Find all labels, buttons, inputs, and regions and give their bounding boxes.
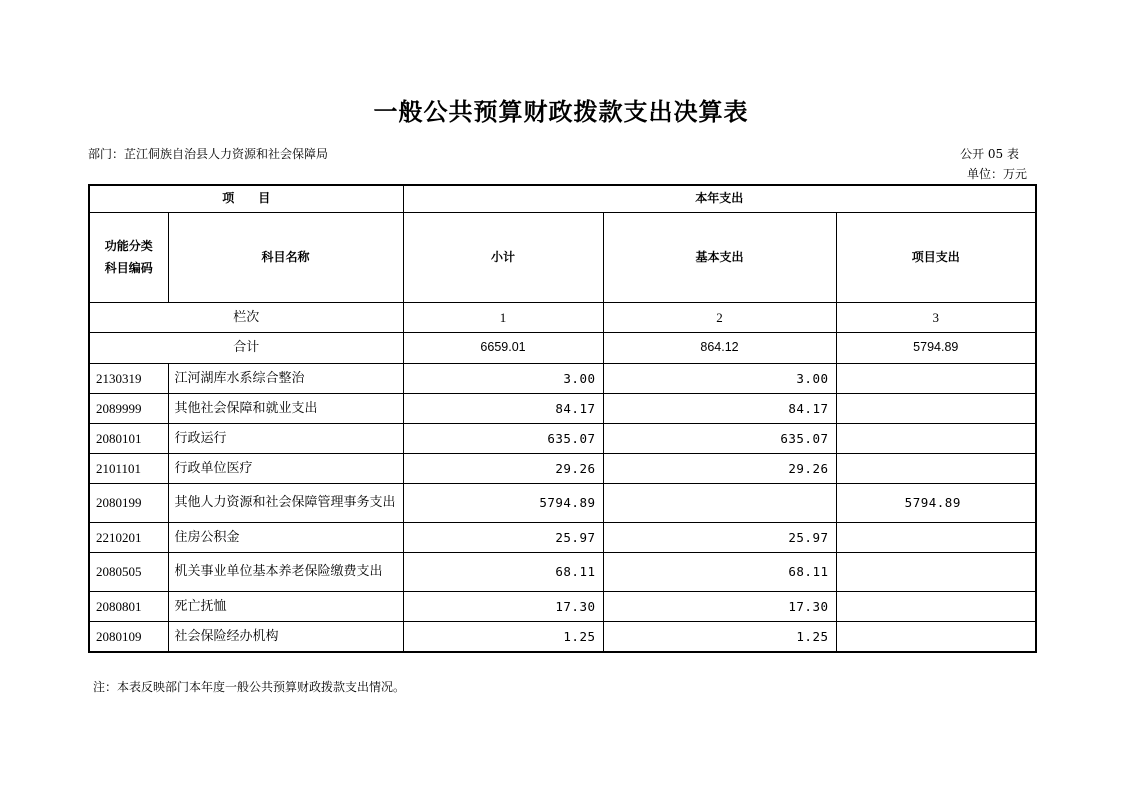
row-subtotal: 68.11 bbox=[403, 552, 603, 591]
row-subject-name: 社会保险经办机构 bbox=[168, 621, 403, 652]
header-basic: 基本支出 bbox=[603, 212, 836, 302]
header-subject-name: 科目名称 bbox=[168, 212, 403, 302]
header-row-columns bbox=[89, 212, 1036, 302]
row-basic: 29.26 bbox=[603, 453, 836, 483]
row-code: 2130319 bbox=[89, 363, 168, 393]
row-subject-name: 其他人力资源和社会保障管理事务支出 bbox=[168, 483, 403, 522]
row-basic: 1.25 bbox=[603, 621, 836, 652]
table-row bbox=[89, 621, 1036, 652]
row-project bbox=[836, 363, 1036, 393]
department-label: 部门：芷江侗族自治县人力资源和社会保障局 bbox=[88, 147, 329, 161]
total-label: 合计 bbox=[89, 332, 403, 363]
row-code: 2080199 bbox=[89, 483, 168, 522]
row-subject-name: 住房公积金 bbox=[168, 522, 403, 552]
row-basic: 17.30 bbox=[603, 591, 836, 621]
row-subject-name: 其他社会保障和就业支出 bbox=[168, 393, 403, 423]
table-row bbox=[89, 363, 1036, 393]
table-row bbox=[89, 522, 1036, 552]
row-subtotal: 1.25 bbox=[403, 621, 603, 652]
row-subject-name: 机关事业单位基本养老保险缴费支出 bbox=[168, 552, 403, 591]
row-basic: 84.17 bbox=[603, 393, 836, 423]
header-item: 项 目 bbox=[89, 185, 403, 212]
header-row-top bbox=[89, 185, 1036, 212]
row-code: 2080801 bbox=[89, 591, 168, 621]
row-subtotal: 84.17 bbox=[403, 393, 603, 423]
header-project: 项目支出 bbox=[836, 212, 1036, 302]
row-project bbox=[836, 621, 1036, 652]
row-basic: 25.97 bbox=[603, 522, 836, 552]
row-project bbox=[836, 393, 1036, 423]
budget-table bbox=[88, 184, 1037, 653]
column-index-1: 1 bbox=[403, 302, 603, 332]
row-project bbox=[836, 591, 1036, 621]
row-project: 5794.89 bbox=[836, 483, 1036, 522]
total-row bbox=[89, 332, 1036, 363]
row-project bbox=[836, 453, 1036, 483]
page-title: 一般公共预算财政拨款支出决算表 bbox=[373, 97, 749, 126]
row-project bbox=[836, 552, 1036, 591]
header-func-code bbox=[89, 212, 168, 302]
total-subtotal: 6659.01 bbox=[403, 332, 603, 363]
row-subtotal: 5794.89 bbox=[403, 483, 603, 522]
table-row bbox=[89, 393, 1036, 423]
row-subtotal: 29.26 bbox=[403, 453, 603, 483]
row-subtotal: 25.97 bbox=[403, 522, 603, 552]
column-index-3: 3 bbox=[836, 302, 1036, 332]
table-row bbox=[89, 591, 1036, 621]
unit-label: 单位：万元 bbox=[966, 167, 1027, 181]
row-subtotal: 17.30 bbox=[403, 591, 603, 621]
row-subject-name: 行政运行 bbox=[168, 423, 403, 453]
table-row bbox=[89, 483, 1036, 522]
column-index-2: 2 bbox=[603, 302, 836, 332]
column-index-label: 栏次 bbox=[89, 302, 403, 332]
column-index-row bbox=[89, 302, 1036, 332]
row-project bbox=[836, 522, 1036, 552]
row-code: 2080505 bbox=[89, 552, 168, 591]
row-basic: 68.11 bbox=[603, 552, 836, 591]
table-row bbox=[89, 552, 1036, 591]
header-subtotal: 小计 bbox=[403, 212, 603, 302]
row-basic bbox=[603, 483, 836, 522]
row-basic: 3.00 bbox=[603, 363, 836, 393]
row-code: 2089999 bbox=[89, 393, 168, 423]
row-code: 2080109 bbox=[89, 621, 168, 652]
row-project bbox=[836, 423, 1036, 453]
row-subtotal: 635.07 bbox=[403, 423, 603, 453]
row-subtotal: 3.00 bbox=[403, 363, 603, 393]
row-code: 2080101 bbox=[89, 423, 168, 453]
row-subject-name: 行政单位医疗 bbox=[168, 453, 403, 483]
row-basic: 635.07 bbox=[603, 423, 836, 453]
form-number: 公开 05 表 bbox=[960, 147, 1019, 161]
total-project: 5794.89 bbox=[836, 332, 1036, 363]
table-row bbox=[89, 423, 1036, 453]
table-row bbox=[89, 453, 1036, 483]
row-code: 2210201 bbox=[89, 522, 168, 552]
row-code: 2101101 bbox=[89, 453, 168, 483]
total-basic: 864.12 bbox=[603, 332, 836, 363]
header-func-code-line1: 功能分类 bbox=[104, 239, 153, 253]
footnote: 注：本表反映部门本年度一般公共预算财政拨款支出情况。 bbox=[93, 680, 406, 694]
header-func-code-line2: 科目编码 bbox=[104, 261, 153, 275]
row-subject-name: 死亡抚恤 bbox=[168, 591, 403, 621]
row-subject-name: 江河湖库水系综合整治 bbox=[168, 363, 403, 393]
header-current-year: 本年支出 bbox=[403, 185, 1036, 212]
